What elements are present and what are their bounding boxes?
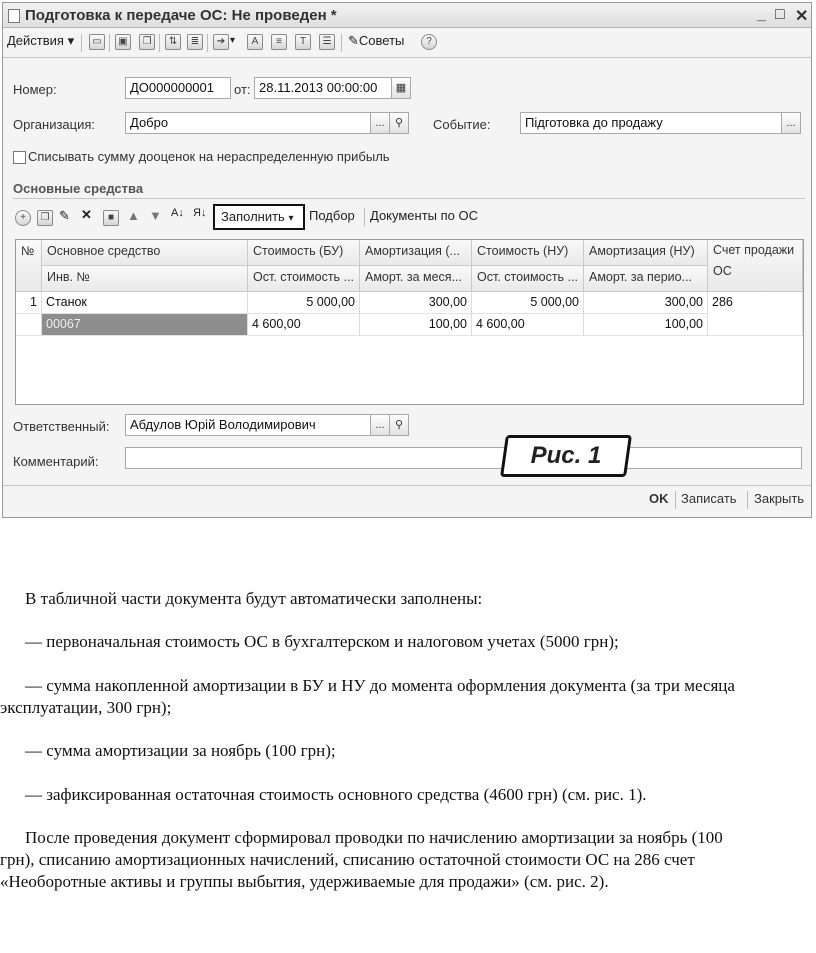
footer-separator xyxy=(747,491,748,509)
amort-period-cell[interactable]: 100,00 xyxy=(584,314,708,336)
sort-asc-icon[interactable]: A↓ xyxy=(171,207,184,219)
organization-field[interactable]: Добро xyxy=(125,112,371,134)
based-on-icon[interactable]: ➔ xyxy=(213,34,229,50)
column-header-amort-month[interactable]: Аморт. за меся... xyxy=(360,266,472,292)
paragraph-item-2-line1: — сумма накопленной амортизации в БУ и НУ до момента оформления документа (за три месяца xyxy=(25,676,735,695)
toolbar-separator xyxy=(364,208,365,226)
minimize-button[interactable]: _ xyxy=(757,6,766,23)
responsible-search-icon[interactable]: ⚲ xyxy=(389,414,409,436)
toolbar-separator xyxy=(159,34,160,52)
rest-bu-cell[interactable]: 4 600,00 xyxy=(248,314,360,336)
title-bar xyxy=(3,3,811,28)
revaluation-checkbox-label: Списывать сумму дооценок на нераспределенную прибыль xyxy=(28,149,390,164)
inv-number-cell[interactable]: 00067 xyxy=(42,314,248,336)
column-header-inv[interactable]: Инв. № xyxy=(42,266,248,292)
asset-cell[interactable]: Станок xyxy=(42,292,248,314)
amort-bu-cell[interactable]: 300,00 xyxy=(360,292,472,314)
based-on-dropdown-icon[interactable]: ▾ xyxy=(230,35,236,46)
paragraph-item-4: — зафиксированная остаточная стоимость основного средства (4600 грн) (см. рис. 1). xyxy=(25,785,647,804)
organization-select-button[interactable]: ... xyxy=(370,112,390,134)
footer-divider xyxy=(3,485,811,486)
footer-separator xyxy=(675,491,676,509)
post-icon[interactable]: ▣ xyxy=(115,34,131,50)
main-toolbar xyxy=(3,29,811,58)
pick-button[interactable]: Подбор xyxy=(309,208,355,223)
actions-label: Действия xyxy=(7,33,64,48)
paragraph-item-2-line2: эксплуатации, 300 грн); xyxy=(0,698,172,717)
documents-by-asset-button[interactable]: Документы по ОС xyxy=(370,208,479,223)
structure-icon[interactable]: ⇅ xyxy=(165,34,181,50)
paragraph-conclusion-line1: После проведения документ сформировал проводки по начислению амортизации за ноябрь (100 xyxy=(25,828,723,847)
column-header-cost-bu[interactable]: Стоимость (БУ) xyxy=(248,240,360,266)
paragraph-conclusion-line3: «Необоротные активы и группы выбытия, удерживаемые для продажи» (см. рис. 2). xyxy=(0,872,609,891)
organization-label: Организация: xyxy=(13,117,96,132)
figure-label xyxy=(500,435,632,477)
comment-field[interactable] xyxy=(125,447,802,469)
print-dt-kt-icon[interactable]: A xyxy=(247,34,263,50)
advice-button[interactable] xyxy=(348,33,404,51)
list-icon[interactable]: ☰ xyxy=(319,34,335,50)
copy-icon[interactable]: ❐ xyxy=(139,34,155,50)
column-header-number[interactable]: № xyxy=(16,240,42,292)
close-button[interactable]: ✕ xyxy=(795,8,809,25)
ok-button[interactable]: OK xyxy=(649,491,669,506)
responsible-label: Ответственный: xyxy=(13,419,110,434)
cost-bu-cell[interactable]: 5 000,00 xyxy=(248,292,360,314)
section-title: Основные средства xyxy=(13,181,144,196)
column-header-rest-bu[interactable]: Ост. стоимость ... xyxy=(248,266,360,292)
number-field[interactable]: ДО000000001 xyxy=(125,77,231,99)
row-number-cell-empty xyxy=(16,314,42,336)
close-form-button[interactable]: Закрыть xyxy=(754,491,805,506)
amort-nu-cell[interactable]: 300,00 xyxy=(584,292,708,314)
end-edit-icon[interactable]: ■ xyxy=(103,210,119,226)
save-icon[interactable]: ▭ xyxy=(89,34,105,50)
paragraph-item-1: — первоначальная стоимость ОС в бухгалтерском и налоговом учетах (5000 грн); xyxy=(25,632,619,651)
column-header-sale-account[interactable] xyxy=(708,240,803,292)
actions-menu[interactable]: Действия ▾ xyxy=(7,33,75,48)
advice-icon: ✎ xyxy=(348,33,359,48)
movements-icon[interactable]: ≣ xyxy=(187,34,203,50)
section-divider xyxy=(13,198,805,199)
paragraph-conclusion-line2: грн), списанию амортизационных начислений, списанию остаточной стоимости ОС на 286 счет xyxy=(0,850,695,869)
toolbar-separator xyxy=(207,34,208,52)
toolbar-separator xyxy=(341,34,342,52)
paragraph-intro: В табличной части документа будут автоматически заполнены: xyxy=(25,589,483,608)
comment-label: Комментарий: xyxy=(13,454,99,469)
fill-label: Заполнить xyxy=(221,209,285,224)
document-window xyxy=(2,2,812,518)
column-header-rest-nu[interactable]: Ост. стоимость ... xyxy=(472,266,584,292)
column-header-amort-bu[interactable]: Амортизация (... xyxy=(360,240,472,266)
maximize-button[interactable]: □ xyxy=(775,6,785,23)
column-header-amort-nu[interactable]: Амортизация (НУ) xyxy=(584,240,708,266)
toolbar-separator xyxy=(109,34,110,52)
column-header-amort-period[interactable]: Аморт. за перио... xyxy=(584,266,708,292)
revaluation-checkbox[interactable] xyxy=(13,151,26,164)
assets-table xyxy=(15,239,804,405)
event-label: Событие: xyxy=(433,117,491,132)
event-select-button[interactable]: ... xyxy=(781,112,801,134)
delete-row-icon[interactable]: ✕ xyxy=(81,207,92,222)
column-header-asset[interactable]: Основное средство xyxy=(42,240,248,266)
organization-search-icon[interactable]: ⚲ xyxy=(389,112,409,134)
figure-label-text: Рис. 1 xyxy=(530,442,602,469)
document-icon xyxy=(8,9,20,23)
calendar-icon[interactable]: ▦ xyxy=(391,77,411,99)
sale-account-cell[interactable]: 286 xyxy=(708,292,803,336)
event-field[interactable]: Підготовка до продажу xyxy=(520,112,782,134)
chevron-down-icon: ▾ xyxy=(288,213,294,224)
sale-account-header-line1: Счет продажи xyxy=(713,243,795,257)
move-up-icon[interactable]: ▲ xyxy=(127,208,140,223)
add-row-icon[interactable]: + xyxy=(15,210,31,226)
responsible-select-button[interactable]: ... xyxy=(370,414,390,436)
fill-button[interactable] xyxy=(213,204,305,230)
sale-account-header-line2: ОС xyxy=(713,264,732,278)
advice-label: Советы xyxy=(358,33,405,48)
save-button[interactable]: Записать xyxy=(681,491,737,506)
column-header-cost-nu[interactable]: Стоимость (НУ) xyxy=(472,240,584,266)
date-field[interactable]: 28.11.2013 00:00:00 xyxy=(254,77,392,99)
help-icon[interactable]: ? xyxy=(421,34,437,50)
rest-nu-cell[interactable]: 4 600,00 xyxy=(472,314,584,336)
move-down-icon[interactable]: ▼ xyxy=(149,208,162,223)
amort-month-cell[interactable]: 100,00 xyxy=(360,314,472,336)
toolbar-separator xyxy=(81,34,82,52)
cost-nu-cell[interactable]: 5 000,00 xyxy=(472,292,584,314)
window-title: Подготовка к передаче ОС: Не проведен * xyxy=(25,7,337,24)
responsible-field[interactable]: Абдулов Юрій Володимирович xyxy=(125,414,371,436)
paragraph-item-3: — сумма амортизации за ноябрь (100 грн); xyxy=(25,741,336,760)
text-format-icon[interactable]: T xyxy=(295,34,311,50)
number-label: Номер: xyxy=(13,82,57,97)
report-icon[interactable]: ≡ xyxy=(271,34,287,50)
date-label: от: xyxy=(234,82,251,97)
row-number-cell: 1 xyxy=(16,292,42,314)
sort-desc-icon[interactable]: Я↓ xyxy=(193,207,207,219)
edit-row-icon[interactable]: ✎ xyxy=(59,208,70,223)
copy-row-icon[interactable]: ❐ xyxy=(37,210,53,226)
